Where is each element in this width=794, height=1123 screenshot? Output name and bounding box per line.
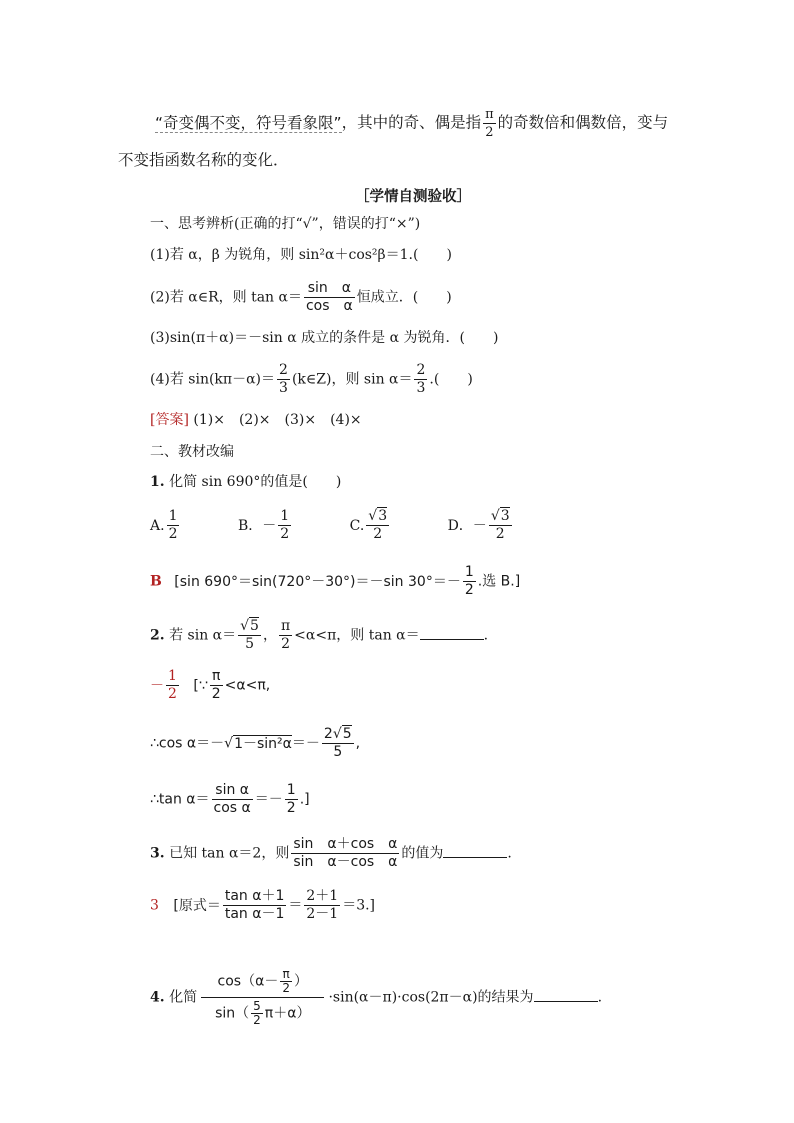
part1-heading: 一、思考辨析(正确的打“√”，错误的打“×”) xyxy=(150,216,421,232)
p2-q1-options xyxy=(150,508,514,543)
option-a: A. $\frac{1}{2}$ xyxy=(150,508,178,542)
p2-q3-solution: 3 [原式＝ $\frac{\text{tan α＋1}}{\text{tan α－1}}$ ＝ $\frac{2+1}{2-1}$ ＝3.] xyxy=(150,888,376,922)
p2-q1-solution: B [sin 690°＝sin(720°－30°)＝－sin 30°＝－ $\frac{1}{2}$ .选 B.] xyxy=(150,564,521,598)
p2-q4: 4. 化简 cos（α－ $\frac{\pi}{2}$ ） sin（ $\frac{5}{2}$ π＋α） ·sin(α－π)·cos(2π－α)的结果为 . xyxy=(150,967,603,1027)
two-thirds-fraction: $\frac{2}{3}$ xyxy=(279,362,288,396)
option-c: C. $\frac{√3}{2}$ xyxy=(349,508,388,542)
intro-text-1: ，其中的奇、偶是指 xyxy=(341,113,482,132)
intro-text-2: 的奇数倍和偶数倍，变与 xyxy=(497,113,669,132)
part1-q4: (4)若 sin(kπ－α)＝ $\frac{2}{3}$ (k∈Z)，则 sin α＝ $\frac{2}{3}$ .( ) xyxy=(150,362,473,396)
p2-q2-sol1: － $\frac{1}{2}$ [∵ $\frac{\pi}{2}$ <α<π, xyxy=(150,668,271,702)
p2-q1: 1. 化简 sin 690°的值是( ) xyxy=(150,474,342,490)
intro-line-2: 不变指函数名称的变化． xyxy=(118,151,289,169)
part1-q1: (1)若 α，β 为锐角，则 sin²α＋cos²β＝1.( ) xyxy=(150,247,452,263)
section-header: ［学情自测验收］ xyxy=(355,189,471,205)
answer-label: [答案] xyxy=(150,412,189,428)
two-thirds-fraction-2: $\frac{2}{3}$ xyxy=(416,362,426,396)
answer-text: (1)× (2)× (3)× (4)× xyxy=(193,412,362,428)
p2-q2-sol3: ∴tan α＝ $\frac{\text{sin α}}{\text{cos α}}$ ＝－ $\frac{1}{2}$ .] xyxy=(150,782,310,816)
q2-answer-blank xyxy=(420,625,484,640)
option-b: B．－ $\frac{1}{2}$ xyxy=(237,508,290,542)
pi-over-2-fraction: $\frac{\pi}{2}$ xyxy=(485,107,494,140)
intro-rule: “奇变偶不变，符号看象限” xyxy=(155,113,342,132)
q3-answer-blank xyxy=(443,843,507,858)
part1-answer xyxy=(150,410,362,430)
sin-over-cos-fraction: $\frac{\text{sin α}}{\text{cos α}}$ xyxy=(305,280,353,314)
p2-q3: 3. 已知 tan α＝2，则 $\frac{\text{sin α＋cos α}}{\text{sin α－cos α}}$ 的值为 . xyxy=(150,836,512,870)
part1-q2: (2)若 α∈R，则 tan α＝ $\frac{\text{sin α}}{\text{cos α}}$ 恒成立．( ) xyxy=(150,280,452,314)
intro-line-1 xyxy=(155,106,668,141)
p2-q2-sol2: ∴cos α＝－√1－sin²α＝－ $\frac{2√5}{5}$ , xyxy=(150,726,361,760)
p2-q2: 2. 若 sin α＝ $\frac{√5}{5}$ ， $\frac{\pi}{2}$ <α<π，则 tan α＝ . xyxy=(150,618,489,652)
part2-heading: 二、教材改编 xyxy=(150,444,234,460)
option-d: D．－ $\frac{√3}{2}$ xyxy=(447,508,510,542)
q1-answer-letter: B xyxy=(150,573,162,590)
q4-answer-blank xyxy=(534,987,598,1002)
part1-q3: (3)sin(π＋α)＝－sin α 成立的条件是 α 为锐角．( ) xyxy=(150,330,499,346)
